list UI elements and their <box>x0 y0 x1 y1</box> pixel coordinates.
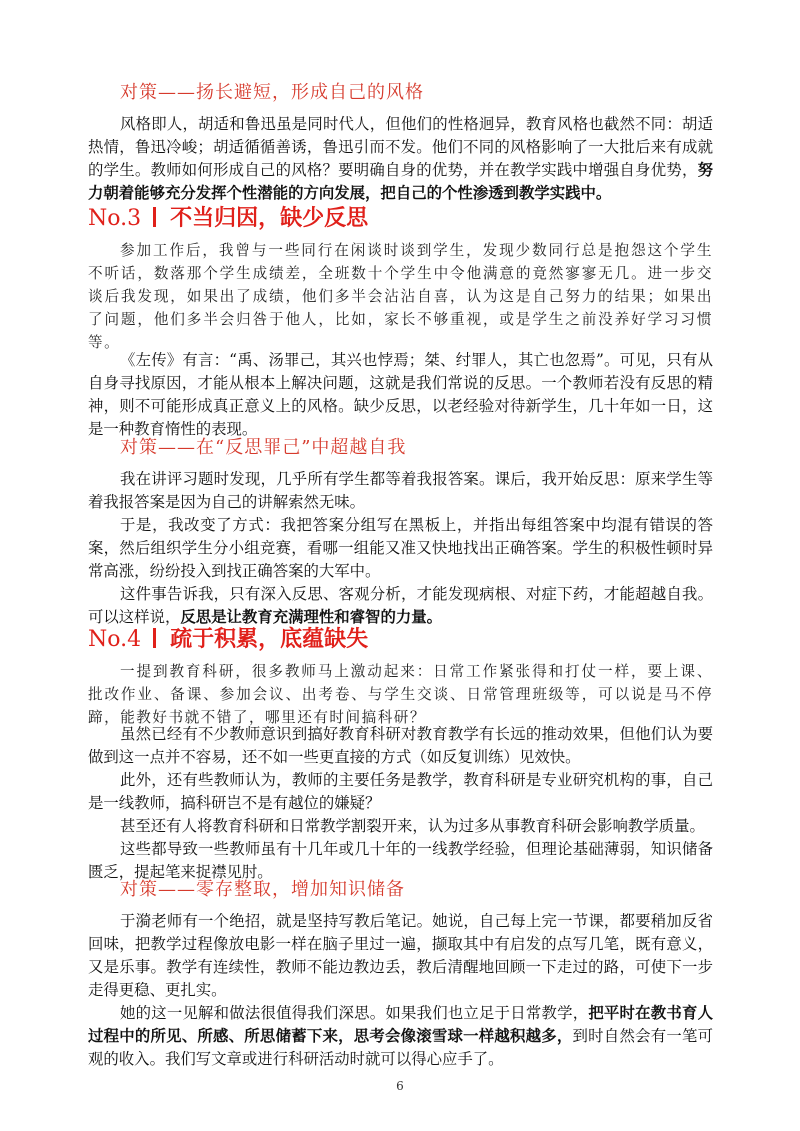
heading-title: 疏于积累，底蕴缺失 <box>170 626 369 652</box>
heading-separator <box>153 207 156 227</box>
strategy-heading-1: 对策——扬长避短，形成自己的风格 <box>120 82 424 103</box>
paragraph-conclusion <box>88 1002 713 1071</box>
heading-title: 不当归因，缺少反思 <box>170 205 369 231</box>
problem-heading-no3 <box>88 203 368 234</box>
paragraph-role: 此外，还有些教师认为，教师的主要任务是教学，教育科研是专业研究机构的事，自己是一线教师，搞科研岂不是有越位的嫌疑？ <box>88 771 713 812</box>
paragraph-lesson <box>88 583 713 629</box>
paragraph-research-complaint: 一提到教育科研，很多教师马上激动起来：日常工作紧张得和打仗一样，要上课、批改作业、备课、参加会议、出考卷、与学生交谈、日常管理班级等，可以说是马不停蹄，能教好书就不错了，哪里还有时间搞科研？ <box>88 663 713 726</box>
paragraph-text: 她的这一见解和做法很值得我们深思。如果我们也立足于日常教学， <box>120 1004 589 1022</box>
paragraph-review: 我在讲评习题时发现，几乎所有学生都等着我报答案。课后，我开始反思：原来学生等着我报答案是因为自己的讲解索然无味。 <box>88 470 713 511</box>
heading-number: No.4 <box>88 627 142 652</box>
paragraph-yu-yi: 于漪老师有一个绝招，就是坚持写教后笔记。她说，自己每上完一节课，都要稍加反省回味，把教学过程像放电影一样在脑子里过一遍，撷取其中有启发的点写几笔，既有意义，又是乐事。教学有连续性，教师不能边教边丢，教后清醒地回顾一下走过的路，可使下一步走得更稳、更扎实。 <box>88 912 713 999</box>
paragraph-text: 这件事告诉我，只有深入反思、客观分析，才能发现病根、对症下药，才能超越自我。可以这样说， <box>88 585 713 626</box>
paragraph-zuozhuan: 《左传》有言：“禹、汤罪己，其兴也悖焉；桀、纣罪人，其亡也忽焉”。可见，只有从自身寻找原因，才能从根本上解决问题，这就是我们常说的反思。一个教师若没有反思的精神，则不可能形成真正意义上的风格。缺少反思，以老经验对待新学生，几十年如一日，这是一种教育惰性的表现。 <box>88 351 713 438</box>
heading-number: No.3 <box>88 206 142 231</box>
bold-emphasis: 反思是让教育充满理性和睿智的力量。 <box>180 608 443 626</box>
bold-emphasis: 努力朝着能够充分发挥个性潜能的方向发展，把自己的个性渗透到教学实践中。 <box>88 161 713 202</box>
paragraph-text: 到时自然会有一笔可观的收入。我们写文章或进行科研活动时就可以得心应手了。 <box>88 1027 713 1068</box>
strategy-heading-3: 对策——零存整取，增加知识储备 <box>120 879 405 900</box>
paragraph-method: 于是，我改变了方式：我把答案分组写在黑板上，并指出每组答案中均混有错误的答案，然后组织学生分小组竞赛，看哪一组能又准又快地找出正确答案。学生的积极性顿时异常高涨，纷纷投入到找正确答案的大军中。 <box>88 516 713 580</box>
problem-heading-no4 <box>88 624 368 655</box>
heading-separator <box>153 628 156 648</box>
paragraph-text: 风格即人，胡适和鲁迅虽是同时代人，但他们的性格迥异，教育风格也截然不同：胡适热情，鲁迅冷峻；胡适循循善诱，鲁迅引而不发。他们不同的风格影响了一大批后来有成就的学生。教师如何形成自己的风格？要明确自身的优势，并在教学实践中增强自身优势， <box>88 115 713 179</box>
bold-emphasis: 把平时在教书育人过程中的所见、所感、所思储蓄下来，思考会像滚雪球一样越积越多， <box>88 1004 713 1045</box>
paragraph-awareness: 虽然已经有不少教师意识到搞好教育科研对教育教学有长远的推动效果，但他们认为要做到这一点并不容易，还不如一些更直接的方式（如反复训练）见效快。 <box>88 725 713 766</box>
strategy-heading-2: 对策——在“反思罪己”中超越自我 <box>120 437 407 458</box>
paragraph-separation: 甚至还有人将教育科研和日常教学割裂开来，认为过多从事教育科研会影响教学质量。 <box>120 817 705 835</box>
paragraph-anecdote: 参加工作后，我曾与一些同行在闲谈时谈到学生，发现少数同行总是抱怨这个学生不听话，数落那个学生成绩差，全班数十个学生中令他满意的竟然寥寥无几。进一步交谈后我发现，如果出了成绩，他们多半会沾沾自喜，认为这是自己努力的结果；如果出了问题，他们多半会归咎于他人，比如，家长不够重视，或是学生之前没养好学习习惯等。 <box>88 242 713 351</box>
page-number: 6 <box>396 1079 404 1093</box>
paragraph-style <box>88 113 713 205</box>
paragraph-consequence: 这些都导致一些教师虽有十几年或几十年的一线教学经验，但理论基础薄弱，知识储备匮乏，提起笔来捉襟见肘。 <box>88 840 713 881</box>
